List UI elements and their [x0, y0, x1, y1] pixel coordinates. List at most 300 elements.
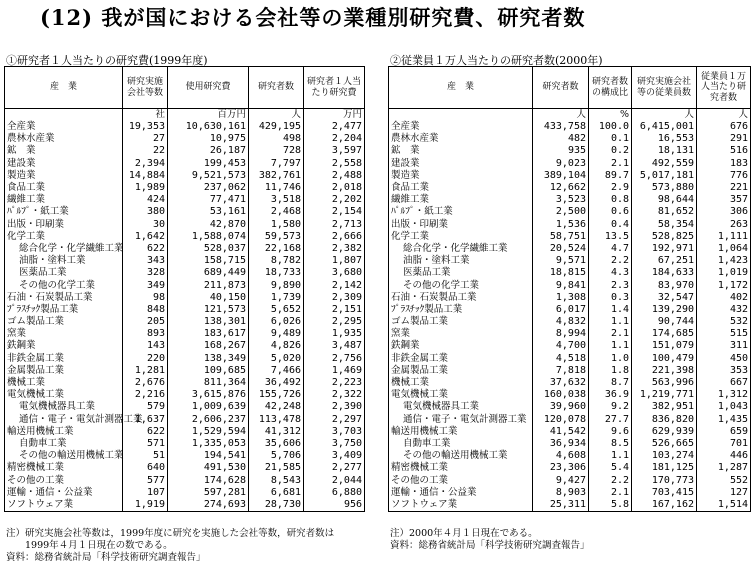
table-cell: 1,807 — [304, 255, 365, 267]
table-cell: 8,994 — [533, 328, 589, 340]
table-cell: 3,680 — [304, 267, 365, 279]
table-cell: 1.1 — [589, 340, 632, 352]
industry-label: ソフトウェア業 — [389, 499, 533, 512]
table-cell: 121,573 — [168, 304, 249, 316]
table-cell: 811,364 — [168, 377, 249, 389]
table-cell: 4.3 — [589, 267, 632, 279]
table-row — [5, 414, 365, 426]
researchers-per-employees-table — [388, 66, 751, 512]
table-row — [5, 292, 365, 304]
table-row — [5, 438, 365, 450]
industry-label: その他の化学工業 — [389, 279, 533, 291]
table-cell: 40,150 — [168, 292, 249, 304]
table-cell: 1,219,771 — [632, 389, 697, 401]
table-cell: 776 — [697, 170, 751, 182]
table-cell: 3,523 — [533, 194, 589, 206]
table-cell: 41,542 — [533, 426, 589, 438]
table-cell: 58,354 — [632, 219, 697, 231]
table-cell: 382,951 — [632, 401, 697, 413]
table-row — [5, 328, 365, 340]
table-cell: 1,580 — [249, 219, 304, 231]
table-row — [389, 487, 751, 499]
industry-label: 農林水産業 — [5, 133, 123, 145]
table-cell: 184,633 — [632, 267, 697, 279]
table-cell: 58,751 — [533, 231, 589, 243]
table-cell: 12,662 — [533, 182, 589, 194]
table-cell: 2,713 — [304, 219, 365, 231]
table-cell: 935 — [533, 145, 589, 157]
table-cell: 2,204 — [304, 133, 365, 145]
industry-label: 輸送用機械工業 — [5, 426, 123, 438]
table-cell: 3,487 — [304, 340, 365, 352]
table-cell: 2,468 — [249, 206, 304, 218]
table-cell: 109,685 — [168, 365, 249, 377]
industry-label: 油脂・塗料工業 — [389, 255, 533, 267]
industry-label: 農林水産業 — [389, 133, 533, 145]
table-cell: 16,553 — [632, 133, 697, 145]
unit-label: 百万円 — [168, 109, 249, 122]
industry-label: 医薬品工業 — [5, 267, 123, 279]
table-row — [389, 182, 751, 194]
table-row — [389, 133, 751, 145]
left-table-subtitle: ①研究者１人当たりの研究費(1999年度) — [6, 54, 208, 67]
table-cell: 424 — [123, 194, 168, 206]
industry-label: ﾌﾟﾗｽﾁｯｸ製品工業 — [5, 304, 123, 316]
table-cell: 848 — [123, 304, 168, 316]
table-cell: 14,884 — [123, 170, 168, 182]
table-row — [389, 462, 751, 474]
table-cell: 1,308 — [533, 292, 589, 304]
table-cell: 492,559 — [632, 158, 697, 170]
table-cell: 446 — [697, 450, 751, 462]
table-cell: 357 — [697, 194, 751, 206]
table-cell: 41,312 — [249, 426, 304, 438]
table-cell: 1,469 — [304, 365, 365, 377]
table-cell: 380 — [123, 206, 168, 218]
table-cell: 22,168 — [249, 243, 304, 255]
unit-label: 人 — [632, 109, 697, 122]
table-cell: 100,479 — [632, 353, 697, 365]
table-cell: 1,009,639 — [168, 401, 249, 413]
industry-label: その他の工業 — [389, 474, 533, 486]
industry-label: その他の輸送用機械工業 — [5, 450, 123, 462]
table-cell: 622 — [123, 426, 168, 438]
table-cell: 402 — [697, 292, 751, 304]
table-row — [389, 438, 751, 450]
table-cell: 98,644 — [632, 194, 697, 206]
industry-label: 金属製品工業 — [5, 365, 123, 377]
researcher-cost-table — [4, 66, 365, 512]
table-cell: 36,934 — [533, 438, 589, 450]
table-cell: 343 — [123, 255, 168, 267]
table-cell: 382,761 — [249, 170, 304, 182]
table-row — [5, 279, 365, 291]
table-row — [5, 219, 365, 231]
table-cell: 167,162 — [632, 499, 697, 512]
table-row — [5, 194, 365, 206]
table-cell: 701 — [697, 438, 751, 450]
industry-label: 電気機械器具工業 — [389, 401, 533, 413]
industry-label: 非鉄金属工業 — [5, 353, 123, 365]
table-cell: 1,335,053 — [168, 438, 249, 450]
table-cell: 221,398 — [632, 365, 697, 377]
table-cell: 22 — [123, 145, 168, 157]
table-cell: 81,652 — [632, 206, 697, 218]
table-cell: 1.4 — [589, 304, 632, 316]
industry-label: 石油・石炭製品工業 — [389, 292, 533, 304]
table-cell: 77,471 — [168, 194, 249, 206]
column-header: 研究実施会社等の従業員数 — [632, 67, 697, 109]
table-cell: 9,521,573 — [168, 170, 249, 182]
table-cell: 432 — [697, 304, 751, 316]
table-cell: 1,043 — [697, 401, 751, 413]
table-cell: 5.8 — [589, 499, 632, 512]
industry-label: 精密機械工業 — [5, 462, 123, 474]
table-row — [389, 231, 751, 243]
table-cell: 2.3 — [589, 279, 632, 291]
table-cell: 7,818 — [533, 365, 589, 377]
table-cell: 1,637 — [123, 414, 168, 426]
table-row — [5, 353, 365, 365]
table-row — [389, 194, 751, 206]
table-cell: 2,018 — [304, 182, 365, 194]
table-row — [5, 304, 365, 316]
industry-label: 鉱 業 — [389, 145, 533, 157]
right-table-note: 注）2000年４月１日現在である。 資料：総務省統計局「科学技術研究調査報告」 — [390, 528, 590, 551]
table-row — [5, 145, 365, 157]
industry-label: ﾊﾟﾙﾌﾟ・紙工業 — [5, 206, 123, 218]
table-cell: 429,195 — [249, 121, 304, 133]
industry-label: 運輸・通信・公益業 — [389, 487, 533, 499]
table-cell: 1,019 — [697, 267, 751, 279]
industry-label: 運輸・通信・公益業 — [5, 487, 123, 499]
table-row — [5, 182, 365, 194]
industry-label: 金属製品工業 — [389, 365, 533, 377]
industry-label: 総合化学・化学繊維工業 — [389, 243, 533, 255]
table-cell: 83,970 — [632, 279, 697, 291]
table-cell: 491,530 — [168, 462, 249, 474]
table-row — [389, 414, 751, 426]
table-cell: 1,529,594 — [168, 426, 249, 438]
industry-label: 精密機械工業 — [389, 462, 533, 474]
table-cell: 1,588,074 — [168, 231, 249, 243]
column-header: 研究者１人当たり研究費 — [304, 67, 365, 109]
industry-label: 自動車工業 — [389, 438, 533, 450]
industry-label: 食品工業 — [5, 182, 123, 194]
industry-label: 出版・印刷業 — [389, 219, 533, 231]
table-cell: 10,630,161 — [168, 121, 249, 133]
table-row — [389, 426, 751, 438]
units-row — [389, 109, 751, 122]
table-cell: 5,706 — [249, 450, 304, 462]
industry-label: 製造業 — [389, 170, 533, 182]
industry-label: 出版・印刷業 — [5, 219, 123, 231]
industry-label: ソフトウェア業 — [5, 499, 123, 512]
table-cell: 23,306 — [533, 462, 589, 474]
table-cell: 36,492 — [249, 377, 304, 389]
table-row — [389, 365, 751, 377]
unit-label — [389, 109, 533, 122]
table-row — [389, 145, 751, 157]
table-cell: 291 — [697, 133, 751, 145]
industry-label: 機械工業 — [5, 377, 123, 389]
table-cell: 2,142 — [304, 279, 365, 291]
table-cell: 3,615,876 — [168, 389, 249, 401]
right-table-subtitle: ②従業員１万人当たりの研究者数(2000年) — [390, 54, 603, 67]
industry-label: 総合化学・化学繊維工業 — [5, 243, 123, 255]
table-cell: 577 — [123, 474, 168, 486]
table-row — [389, 219, 751, 231]
industry-label: ゴム製品工業 — [5, 316, 123, 328]
table-cell: 2,756 — [304, 353, 365, 365]
table-cell: 8.5 — [589, 438, 632, 450]
table-cell: 67,251 — [632, 255, 697, 267]
table-cell: 689,449 — [168, 267, 249, 279]
industry-label: 通信・電子・電気計測器工業 — [5, 414, 123, 426]
industry-label: 窯業 — [5, 328, 123, 340]
industry-label: 化学工業 — [5, 231, 123, 243]
table-cell: 2.2 — [589, 474, 632, 486]
table-cell: 194,541 — [168, 450, 249, 462]
column-header: 研究実施会社等数 — [123, 67, 168, 109]
table-cell: 1,172 — [697, 279, 751, 291]
table-cell: 498 — [249, 133, 304, 145]
industry-label: 自動車工業 — [5, 438, 123, 450]
table-cell: 2,488 — [304, 170, 365, 182]
table-cell: 100.0 — [589, 121, 632, 133]
table-cell: 138,301 — [168, 316, 249, 328]
table-cell: 2,322 — [304, 389, 365, 401]
table-row — [389, 353, 751, 365]
industry-label: 建設業 — [389, 158, 533, 170]
table-cell: 353 — [697, 365, 751, 377]
table-cell: 7,797 — [249, 158, 304, 170]
table-cell: 552 — [697, 474, 751, 486]
industry-label: 油脂・塗料工業 — [5, 255, 123, 267]
table-row — [5, 231, 365, 243]
table-cell: 21,585 — [249, 462, 304, 474]
table-cell: 6,681 — [249, 487, 304, 499]
industry-label: 繊維工業 — [389, 194, 533, 206]
table-cell: 18,733 — [249, 267, 304, 279]
table-row — [5, 365, 365, 377]
table-row — [5, 377, 365, 389]
table-cell: 9,890 — [249, 279, 304, 291]
table-cell: 836,820 — [632, 414, 697, 426]
table-cell: 0.4 — [589, 219, 632, 231]
table-cell: 6,415,001 — [632, 121, 697, 133]
table-cell: 18,131 — [632, 145, 697, 157]
industry-label: 鉱 業 — [5, 145, 123, 157]
table-cell: 1.0 — [589, 353, 632, 365]
table-cell: 622 — [123, 243, 168, 255]
table-row — [389, 389, 751, 401]
table-row — [389, 474, 751, 486]
industry-label: 建設業 — [5, 158, 123, 170]
industry-label: 製造業 — [5, 170, 123, 182]
table-row — [5, 121, 365, 133]
table-cell: 221 — [697, 182, 751, 194]
table-cell: 27.7 — [589, 414, 632, 426]
unit-label: 人 — [697, 109, 751, 122]
unit-label: 万円 — [304, 109, 365, 122]
column-header: 使用研究費 — [168, 67, 249, 109]
table-cell: 36.9 — [589, 389, 632, 401]
table-cell: 311 — [697, 340, 751, 352]
table-cell: 4,518 — [533, 353, 589, 365]
industry-label: 鉄鋼業 — [389, 340, 533, 352]
table-cell: 2,309 — [304, 292, 365, 304]
table-cell: 9,023 — [533, 158, 589, 170]
industry-label: 通信・電子・電気計測器工業 — [389, 414, 533, 426]
table-cell: 579 — [123, 401, 168, 413]
industry-label: 石油・石炭製品工業 — [5, 292, 123, 304]
industry-label: 化学工業 — [389, 231, 533, 243]
column-header: 研究者数 — [533, 67, 589, 109]
table-cell: 181,125 — [632, 462, 697, 474]
table-cell: 0.3 — [589, 292, 632, 304]
table-row — [389, 206, 751, 218]
table-cell: 53,161 — [168, 206, 249, 218]
table-cell: 0.1 — [589, 133, 632, 145]
table-cell: 42,870 — [168, 219, 249, 231]
table-row — [389, 170, 751, 182]
unit-label: 人 — [249, 109, 304, 122]
table-cell: 10,975 — [168, 133, 249, 145]
industry-label: 電気機械工業 — [389, 389, 533, 401]
table-row — [5, 450, 365, 462]
table-cell: 0.2 — [589, 145, 632, 157]
table-cell: 571 — [123, 438, 168, 450]
industry-label: 食品工業 — [389, 182, 533, 194]
column-header: 従業員１万人当たり研究者数 — [697, 67, 751, 109]
table-cell: 516 — [697, 145, 751, 157]
table-cell: 103,274 — [632, 450, 697, 462]
table-cell: 220 — [123, 353, 168, 365]
industry-label: その他の化学工業 — [5, 279, 123, 291]
page-title: (12) 我が国における会社等の業種別研究費、研究者数 — [40, 5, 586, 30]
table-cell: 138,349 — [168, 353, 249, 365]
table-cell: 183,617 — [168, 328, 249, 340]
table-row — [5, 206, 365, 218]
table-cell: 0.8 — [589, 194, 632, 206]
table-row — [5, 267, 365, 279]
table-row — [389, 255, 751, 267]
table-cell: 2,154 — [304, 206, 365, 218]
table-cell: 1,287 — [697, 462, 751, 474]
table-row — [389, 377, 751, 389]
table-cell: 174,628 — [168, 474, 249, 486]
industry-label: 非鉄金属工業 — [389, 353, 533, 365]
table-row — [5, 474, 365, 486]
table-cell: 89.7 — [589, 170, 632, 182]
industry-label: その他の工業 — [5, 474, 123, 486]
table-row — [389, 328, 751, 340]
table-cell: 2.1 — [589, 158, 632, 170]
table-cell: 389,104 — [533, 170, 589, 182]
table-cell: 1,935 — [304, 328, 365, 340]
table-cell: 9,427 — [533, 474, 589, 486]
table-cell: 42,248 — [249, 401, 304, 413]
table-row — [5, 487, 365, 499]
table-row — [389, 316, 751, 328]
table-cell: 35,606 — [249, 438, 304, 450]
industry-label: 電気機械工業 — [5, 389, 123, 401]
table-row — [5, 316, 365, 328]
table-cell: 30 — [123, 219, 168, 231]
table-cell: 20,524 — [533, 243, 589, 255]
table-cell: 349 — [123, 279, 168, 291]
industry-label: 鉄鋼業 — [5, 340, 123, 352]
table-cell: 4.7 — [589, 243, 632, 255]
table-cell: 3,409 — [304, 450, 365, 462]
table-cell: 174,685 — [632, 328, 697, 340]
table-cell: 597,281 — [168, 487, 249, 499]
table-cell: 237,062 — [168, 182, 249, 194]
table-cell: 9.2 — [589, 401, 632, 413]
table-cell: 1,423 — [697, 255, 751, 267]
table-cell: 1.1 — [589, 450, 632, 462]
table-cell: 1,642 — [123, 231, 168, 243]
table-cell: 2,477 — [304, 121, 365, 133]
table-row — [389, 450, 751, 462]
table-row — [5, 243, 365, 255]
table-cell: 274,693 — [168, 499, 249, 512]
table-cell: 5,017,181 — [632, 170, 697, 182]
table-cell: 1,312 — [697, 389, 751, 401]
table-cell: 168,267 — [168, 340, 249, 352]
table-cell: 306 — [697, 206, 751, 218]
table-cell: 667 — [697, 377, 751, 389]
table-cell: 526,665 — [632, 438, 697, 450]
table-cell: 170,773 — [632, 474, 697, 486]
table-cell: 37,632 — [533, 377, 589, 389]
table-cell: 192,971 — [632, 243, 697, 255]
industry-label: ゴム製品工業 — [389, 316, 533, 328]
table-row — [5, 389, 365, 401]
table-cell: 113,478 — [249, 414, 304, 426]
table-cell: 2,223 — [304, 377, 365, 389]
table-cell: 450 — [697, 353, 751, 365]
table-cell: 1,919 — [123, 499, 168, 512]
table-cell: 956 — [304, 499, 365, 512]
table-cell: 183 — [697, 158, 751, 170]
table-cell: 2,500 — [533, 206, 589, 218]
table-cell: 2,216 — [123, 389, 168, 401]
table-cell: 6,026 — [249, 316, 304, 328]
unit-label: 社 — [123, 109, 168, 122]
table-row — [5, 133, 365, 145]
table-cell: 728 — [249, 145, 304, 157]
table-cell: 2,044 — [304, 474, 365, 486]
table-cell: 1,435 — [697, 414, 751, 426]
table-row — [389, 304, 751, 316]
table-cell: 2,666 — [304, 231, 365, 243]
table-cell: 2,295 — [304, 316, 365, 328]
table-row — [389, 279, 751, 291]
table-cell: 659 — [697, 426, 751, 438]
industry-label: 全産業 — [389, 121, 533, 133]
table-cell: 9,571 — [533, 255, 589, 267]
table-cell: 4,700 — [533, 340, 589, 352]
industry-label: 輸送用機械工業 — [389, 426, 533, 438]
table-cell: 4,826 — [249, 340, 304, 352]
table-cell: 1,989 — [123, 182, 168, 194]
table-row — [5, 499, 365, 512]
table-cell: 39,960 — [533, 401, 589, 413]
unit-label — [5, 109, 123, 122]
table-cell: 199,453 — [168, 158, 249, 170]
